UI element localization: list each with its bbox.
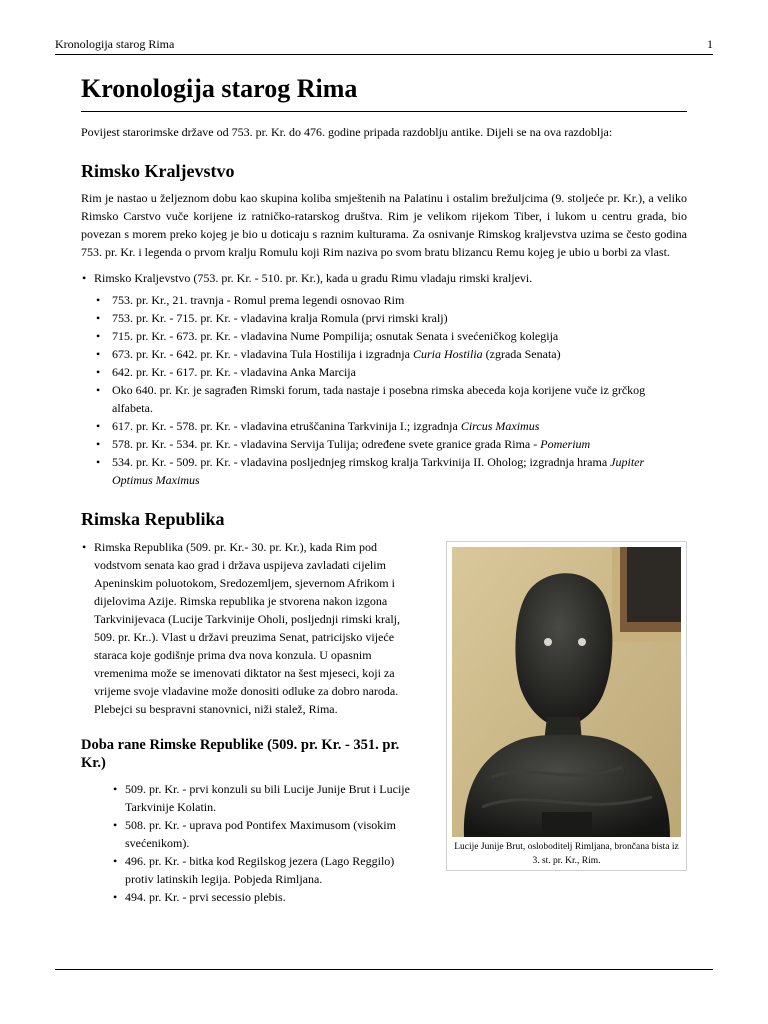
- list-item: • 494. pr. Kr. - prvi secessio plebis.: [112, 888, 421, 906]
- early-republic-list: [112, 780, 421, 906]
- bronze-bust-illustration: [452, 547, 681, 837]
- footer-rule: [55, 969, 713, 970]
- list-item: • 509. pr. Kr. - prvi konzuli su bili Lucije Junije Brut i Lucije Tarkvinije Kolatin.: [112, 780, 421, 816]
- running-header-title: Kronologija starog Rima: [55, 37, 175, 51]
- republic-columns: [81, 538, 687, 906]
- kingdom-period-list: [81, 269, 687, 287]
- bust-image: [452, 547, 681, 837]
- list-item: • 753. pr. Kr. - 715. pr. Kr. - vladavina kralja Romula (prvi rimski kralj): [95, 309, 687, 327]
- kingdom-paragraph: Rim je nastao u željeznom dobu kao skupina koliba smještenih na Palatinu i ostalim brežuljcima (9. stoljeće pr. Kr.), a veliko Rimsko Carstvo vuče korijene iz ratničko-ratarskog društva. Rim je velikom rijekom Tiber, i lukom u centru grada, bio povezan s morem preko kojeg je bio u doticaju s raznim kulturama. Za osnivanje Rimskog kraljevstva uzima se često godina 753. pr. Kr. i legenda o prvom kralju Romulu koji Rim naziva po svom bratu blizancu Remu kojeg je ubio u borbi za vlast.: [81, 191, 687, 259]
- section-heading-republic: Rimska Republika: [81, 509, 225, 529]
- list-item: • 578. pr. Kr. - 534. pr. Kr. - vladavina Servija Tulija; određene svete granice grada Rima - Pomerium: [95, 435, 687, 453]
- list-item: • 496. pr. Kr. - bitka kod Regilskog jezera (Lago Reggilo) protiv latinskih legija. Pobjeda Rimljana.: [112, 852, 421, 888]
- list-item: • 617. pr. Kr. - 578. pr. Kr. - vladavina etruščanina Tarkvinija I.; izgradnja Circus Maximus: [95, 417, 687, 435]
- list-item: • 508. pr. Kr. - uprava pod Pontifex Maximusom (visokim svećenikom).: [112, 816, 421, 852]
- subsection-heading-early-republic: Doba rane Rimske Republike (509. pr. Kr. - 351. pr. Kr.): [81, 737, 400, 771]
- page-number: 1: [707, 37, 713, 51]
- running-header: [55, 36, 713, 55]
- list-item: • 753. pr. Kr., 21. travnja - Romul prema legendi osnovao Rim: [95, 291, 687, 309]
- list-item: • Rimsko Kraljevstvo (753. pr. Kr. - 510. pr. Kr.), kada u gradu Rimu vladaju rimski kraljevi.: [81, 269, 687, 287]
- page-title: Kronologija starog Rima: [81, 72, 687, 112]
- list-item: • Rimska Republika (509. pr. Kr.- 30. pr. Kr.), kada Rim pod vodstvom senata kao grad i država uspijeva zavladati cijelim Apeninskim poluotokom, Sredozemljem, sjevernom Afrikom i dijelovima Azije. Rimska republika je stvorena nakon izgona Tarkvinijevaca (Lucije Tarkvinije Oholi, posljednji rimski kralj, 509. pr. Kr..). Vlast u državi preuzima Senat, patricijsko vijeće staraca koje godišnje prima dva nova konzula. U opasnim vremenima može se imenovati diktator na šest mjeseci, koji za vrijeme svoje vladavine može donositi odluke za dobro naroda. Plebejci su bespravni stanovnici, niži stalež, Rima.: [81, 538, 421, 718]
- list-item: • 642. pr. Kr. - 617. pr. Kr. - vladavina Anka Marcija: [95, 363, 687, 381]
- list-item: • 715. pr. Kr. - 673. pr. Kr. - vladavina Nume Pompilija; osnutak Senata i svećeničkog kolegija: [95, 327, 687, 345]
- list-item: • 534. pr. Kr. - 509. pr. Kr. - vladavina posljednjeg rimskog kralja Tarkvinija II. Oholog; izgradnja hrama Jupiter Optimus Maximus: [95, 453, 687, 489]
- republic-text-column: [81, 538, 421, 906]
- section-heading-kingdom: Rimsko Kraljevstvo: [81, 161, 235, 181]
- list-item: • 673. pr. Kr. - 642. pr. Kr. - vladavina Tula Hostilija i izgradnja Curia Hostilia (zgrada Senata): [95, 345, 687, 363]
- intro-paragraph: Povijest starorimske države od 753. pr. Kr. do 476. godine pripada razdoblju antike. Dijeli se na ova razdoblja:: [81, 125, 613, 139]
- figure-caption: Lucije Junije Brut, osloboditelj Rimljana, brončana bista iz 3. st. pr. Kr., Rim.: [454, 842, 679, 866]
- republic-list: [81, 538, 421, 718]
- figure: [446, 541, 687, 871]
- list-item: • Oko 640. pr. Kr. je sagrađen Rimski forum, tada nastaje i posebna rimska abeceda koja korijene vuče iz grčkog alfabeta.: [95, 381, 687, 417]
- article-body: [81, 72, 687, 906]
- kingdom-timeline-list: [95, 291, 687, 489]
